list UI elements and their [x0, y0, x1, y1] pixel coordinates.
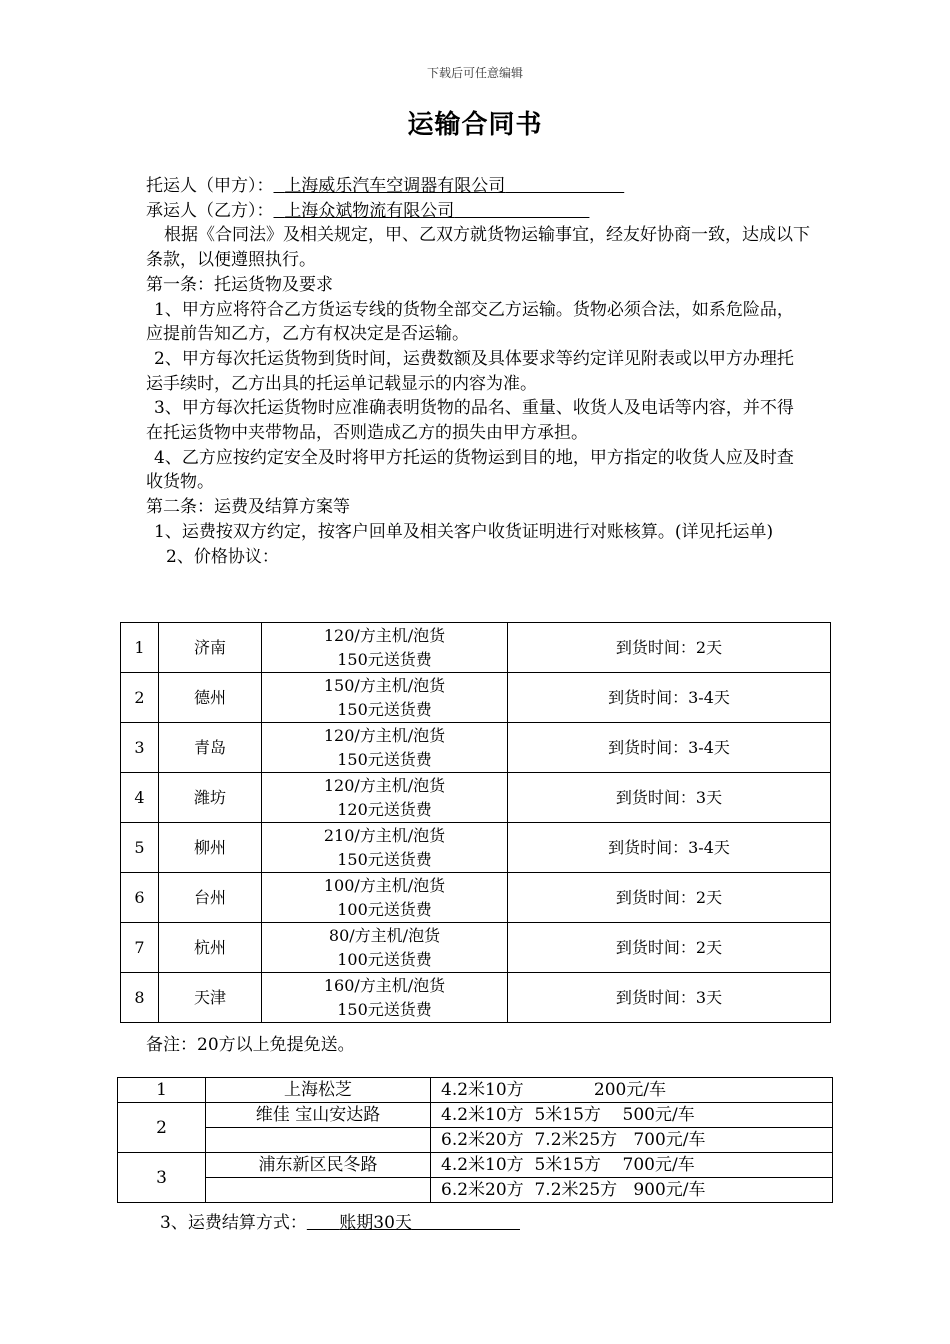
- place-cell: 上海松芝: [206, 1078, 431, 1103]
- delivery-cell: 到货时间：3-4天: [508, 673, 831, 723]
- table-note: 备注：20方以上免提免送。: [146, 1035, 355, 1055]
- rate-cell: 4.2米10方 5米15方 500元/车: [431, 1103, 833, 1128]
- row-number: 5: [121, 823, 159, 873]
- row-number: 6: [121, 873, 159, 923]
- article-2-clause-1: 1、运费按双方约定，按客户回单及相关客户收货证明进行对账核算。(详见托运单): [154, 521, 774, 542]
- rate-cell: 6.2米20方 7.2米25方 900元/车: [431, 1178, 833, 1203]
- contract-body: [146, 174, 810, 569]
- row-number: 8: [121, 973, 159, 1023]
- delivery-cell: 到货时间：2天: [508, 623, 831, 673]
- price-cell: 160/方主机/泡货 150元送货费: [262, 973, 508, 1023]
- row-number: 2: [118, 1103, 206, 1153]
- price-cell: 150/方主机/泡货 150元送货费: [262, 673, 508, 723]
- article-1-clause-4: 4、乙方应按约定安全及时将甲方托运的货物运到目的地，甲方指定的收货人应及时查收货物。: [146, 447, 794, 493]
- place-cell: 维佳 宝山安达路: [206, 1103, 431, 1128]
- article-1-clause-2: 2、甲方每次托运货物到货时间，运费数额及具体要求等约定详见附表或以甲方办理托运手续时，乙方出具的托运单记载显示的内容为准。: [146, 348, 794, 394]
- price-cell: 120/方主机/泡货 150元送货费: [262, 723, 508, 773]
- price-cell: 120/方主机/泡货 120元送货费: [262, 773, 508, 823]
- row-number: 3: [121, 723, 159, 773]
- delivery-cell: 到货时间：3-4天: [508, 823, 831, 873]
- city-cell: 天津: [159, 973, 262, 1023]
- table-row: [118, 1153, 833, 1178]
- place-cell-empty: [206, 1178, 431, 1203]
- table-row: [121, 923, 831, 973]
- shipper-line: [146, 174, 810, 199]
- carrier-value: 上海众斌物流有限公司: [284, 200, 455, 221]
- city-cell: 杭州: [159, 923, 262, 973]
- city-cell: 济南: [159, 623, 262, 673]
- article-1-title: 第一条：托运货物及要求: [146, 274, 333, 295]
- table-row: [121, 873, 831, 923]
- shipper-value: 上海威乐汽车空调器有限公司: [284, 176, 506, 196]
- row-number: 4: [121, 773, 159, 823]
- delivery-cell: 到货时间：2天: [508, 873, 831, 923]
- table-row: [118, 1128, 833, 1153]
- rate-cell: 4.2米10方 5米15方 700元/车: [431, 1153, 833, 1178]
- delivery-cell: 到货时间：3天: [508, 773, 831, 823]
- header-watermark: 下载后可任意编辑: [426, 66, 523, 80]
- settlement-label: 3、运费结算方式：: [160, 1213, 307, 1233]
- place-cell: 浦东新区民冬路: [206, 1153, 431, 1178]
- table-row: [118, 1103, 833, 1128]
- city-cell: 柳州: [159, 823, 262, 873]
- row-number: 3: [118, 1153, 206, 1203]
- city-cell: 潍坊: [159, 773, 262, 823]
- row-number: 1: [121, 623, 159, 673]
- price-cell: 210/方主机/泡货 150元送货费: [262, 823, 508, 873]
- rate-cell: 6.2米20方 7.2米25方 700元/车: [431, 1128, 833, 1153]
- place-cell-empty: [206, 1128, 431, 1153]
- delivery-cell: 到货时间：3天: [508, 973, 831, 1023]
- route-table: [117, 1077, 833, 1203]
- settlement-value: 账期30天: [339, 1213, 412, 1233]
- price-cell: 120/方主机/泡货 150元送货费: [262, 623, 508, 673]
- shipper-label: 托运人（甲方）：: [146, 176, 274, 196]
- intro-paragraph: 根据《合同法》及相关规定，甲、乙双方就货物运输事宜，经友好协商一致，达成以下条款，以便遵照执行。: [146, 225, 810, 271]
- city-cell: 青岛: [159, 723, 262, 773]
- table-row: [121, 973, 831, 1023]
- rate-cell: 4.2米10方 200元/车: [431, 1078, 833, 1103]
- price-cell: 80/方主机/泡货 100元送货费: [262, 923, 508, 973]
- row-number: 1: [118, 1078, 206, 1103]
- article-2-clause-2: 2、价格协议：: [166, 546, 279, 567]
- document-title: 运输合同书: [407, 110, 543, 140]
- delivery-cell: 到货时间：3-4天: [508, 723, 831, 773]
- city-cell: 台州: [159, 873, 262, 923]
- article-1-clause-3: 3、甲方每次托运货物时应准确表明货物的品名、重量、收货人及电话等内容，并不得在托运货物中夹带物品，否则造成乙方的损失由甲方承担。: [146, 398, 794, 444]
- delivery-cell: 到货时间：2天: [508, 923, 831, 973]
- table-row: [121, 723, 831, 773]
- row-number: 2: [121, 673, 159, 723]
- city-cell: 德州: [159, 673, 262, 723]
- row-number: 7: [121, 923, 159, 973]
- carrier-line: [146, 199, 810, 224]
- table-row: [121, 673, 831, 723]
- table-row: [121, 823, 831, 873]
- article-2-title: 第二条：运费及结算方案等: [146, 497, 350, 518]
- table-row: [118, 1078, 833, 1103]
- table-row: [121, 623, 831, 673]
- table-row: [121, 773, 831, 823]
- price-cell: 100/方主机/泡货 100元送货费: [262, 873, 508, 923]
- carrier-label: 承运人（乙方）：: [146, 200, 274, 221]
- table-row: [118, 1178, 833, 1203]
- price-table: [120, 622, 831, 1023]
- settlement-line: [160, 1208, 520, 1233]
- article-1-clause-1: 1、甲方应将符合乙方货运专线的货物全部交乙方运输。货物必须合法，如系危险品，应提前告知乙方，乙方有权决定是否运输。: [146, 299, 794, 345]
